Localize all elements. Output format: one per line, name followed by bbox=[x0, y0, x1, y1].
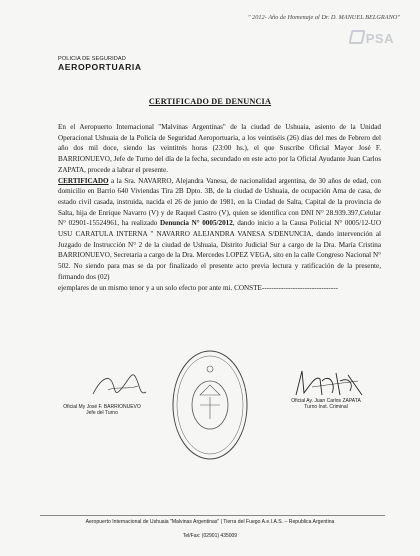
signature-right-role: Turno Inst. Criminal bbox=[304, 404, 348, 410]
official-seal bbox=[170, 347, 250, 463]
signature-left-name: Oficial My José F. BARRIONUEVO bbox=[63, 404, 141, 410]
signature-left bbox=[52, 404, 152, 416]
document-body bbox=[58, 122, 381, 293]
paragraph-1: En el Aeropuerto Internacional "Malvinas Argentinas" de la ciudad de Ushuaia, asiento de la Unidad Operacional Ushuaia de la Policía de Seguridad Aeroportuaria, a los veintiséis (26) días del mes de Febrero del año dos mil doce, siendo las veintitrés horas (23:00 hs.), el que Suscribe Oficial Mayor José F. BARRIONUEVO, Jefe de Turno del día de la fecha, secundado en este acto por la Oficial Ayudante Juan Carlos ZAPATA, procede a labrar el presente. bbox=[58, 123, 381, 174]
paragraph-2-part-a: a la Sra. NAVARRO, Alejandra Vanesa, de nacionalidad argentina, de 30 años de edad, con domicilio en Barrio 640 Viviendas Tira 2B Dpto. 3B, de la ciudad de Ushuaia, de ocupación Ama de casa, de estado civil casada, instruida, nacida el 26 de junio de 1981, en la Ciudad de Salta, Capital de la provincia de Salta, hija de Enrique Navarro (V) y de Raquel Castro (V), quien se identifica con DNI N° 28.939.397,Celular N° 02901-15524961, ha realizado bbox=[58, 176, 381, 228]
signature-left-scribble bbox=[88, 360, 148, 404]
org-name-line1: POLICIA DE SEGURIDAD bbox=[58, 56, 126, 62]
psa-logo-text: PSA bbox=[365, 31, 394, 46]
paragraph-2-part-b: , dando inicio a la Causa Policial N° 0005/12-UO USU CARATULA INTERNA " NAVARRO ALEJANDRA VANESA S/DENUNCIA, dando intervención al Juzgado de Instrucción N° 2 de la ciudad de Ushuaia, Distrito Judicial Sur a cargo de la Dra. María Cristina BARRIONUEVO, Secretaria a cargo de la Dra. Mercedes LOPEZ VEGA, sito en la calle Congreso Nacional N° 502. No siendo para mas se da por finalizado el presente acto previa lectura y ratificación de la presente, firmando dos (02) bbox=[58, 219, 381, 281]
paragraph-2-last-line: ejemplares de un mismo tenor y a un solo efecto por ante mi. CONSTE-------------------------------- bbox=[58, 283, 338, 292]
paragraph-2 bbox=[58, 176, 381, 283]
header-motto: " 2012- Año de Homenaje al Dr. D. MANUEL BELGRANO" bbox=[247, 14, 400, 21]
organization-header bbox=[58, 57, 142, 72]
denuncia-number: Denuncia N° 0005/2012 bbox=[160, 219, 233, 228]
footer-phone: Tel/Fax: (02901) 435009 bbox=[182, 533, 238, 539]
org-name-line2: AEROPORTUARIA bbox=[58, 61, 142, 72]
document-title: CERTIFICADO DE DENUNCIA bbox=[148, 97, 272, 106]
psa-logo bbox=[350, 30, 394, 46]
footer-address bbox=[0, 519, 420, 525]
psa-emblem-icon bbox=[348, 30, 365, 44]
signature-left-role: Jefe del Turno bbox=[86, 410, 118, 416]
signature-right bbox=[276, 398, 376, 410]
certificado-label: CERTIFICADO bbox=[58, 176, 109, 185]
footer-address-text: Aeropuerto Internacional de Ushuaia "Malvinas Argentinas" | Tierra del Fuego A.e.I.A.S. – Republica Argentina bbox=[85, 519, 335, 525]
footer-divider bbox=[40, 515, 385, 516]
signature-right-name: Oficial Ay. Juan Carlos ZAPATA bbox=[291, 398, 361, 404]
